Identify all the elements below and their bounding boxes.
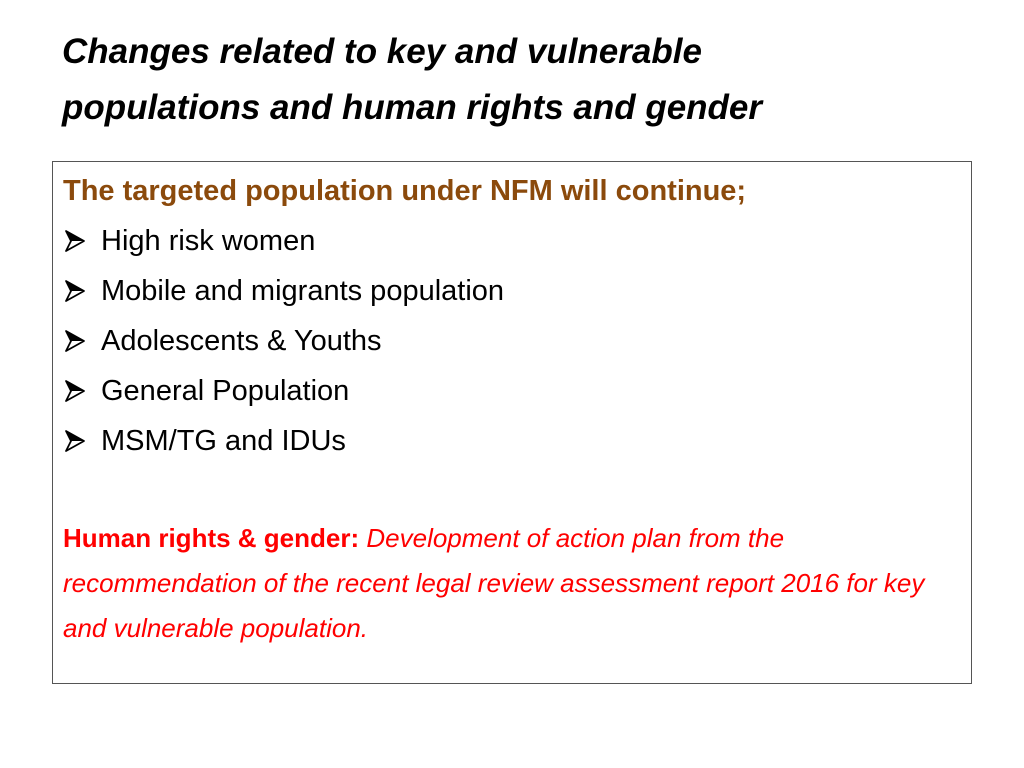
list-item-label: Mobile and migrants population bbox=[101, 274, 505, 307]
population-list bbox=[63, 216, 971, 466]
arrow-bullet-icon bbox=[63, 329, 87, 353]
list-item bbox=[63, 316, 971, 366]
arrow-bullet-icon bbox=[63, 229, 87, 253]
arrow-bullet-icon bbox=[63, 279, 87, 303]
human-rights-text: Development of action plan from the recommendation of the recent legal review assessment report 2016 for key and vulnerable population. bbox=[63, 523, 925, 643]
list-item bbox=[63, 416, 971, 466]
slide-title-line-2: populations and human rights and gender bbox=[62, 88, 763, 127]
human-rights-label: Human rights & gender: bbox=[63, 523, 360, 553]
human-rights-paragraph bbox=[63, 516, 943, 651]
slide-title-line-1: Changes related to key and vulnerable bbox=[62, 32, 702, 71]
arrow-bullet-icon bbox=[63, 429, 87, 453]
arrow-bullet-icon bbox=[63, 379, 87, 403]
slide-title bbox=[62, 24, 962, 136]
lead-text: The targeted population under NFM will continue; bbox=[63, 175, 747, 207]
list-item-label: High risk women bbox=[101, 224, 316, 257]
content-box bbox=[52, 161, 972, 684]
list-item-label: MSM/TG and IDUs bbox=[101, 424, 346, 457]
list-item bbox=[63, 366, 971, 416]
list-item bbox=[63, 266, 971, 316]
list-item bbox=[63, 216, 971, 266]
list-item-label: General Population bbox=[101, 374, 350, 407]
list-item-label: Adolescents & Youths bbox=[101, 324, 382, 357]
